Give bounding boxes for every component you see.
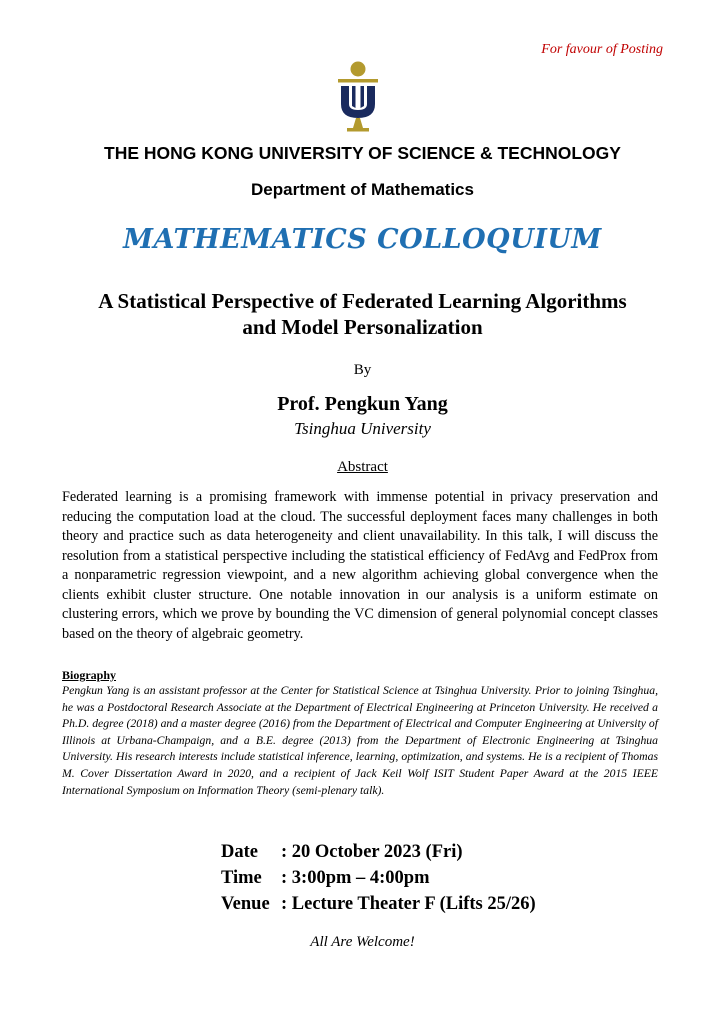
time-value: : 3:00pm – 4:00pm bbox=[281, 868, 430, 888]
date-label: Date bbox=[221, 842, 258, 862]
time-label: Time bbox=[221, 868, 262, 888]
date-row bbox=[221, 842, 536, 868]
venue-label: Venue bbox=[221, 894, 270, 914]
date-value: : 20 October 2023 (Fri) bbox=[281, 842, 463, 862]
abstract-heading: Abstract bbox=[337, 459, 388, 475]
by-label: By bbox=[353, 362, 372, 378]
posting-note: For favour of Posting bbox=[541, 42, 663, 57]
venue-row bbox=[221, 894, 536, 920]
biography-heading: Biography bbox=[62, 668, 117, 682]
venue-value: : Lecture Theater F (Lifts 25/26) bbox=[281, 894, 536, 914]
department-name: Department of Mathematics bbox=[251, 180, 474, 199]
talk-title-line-1: A Statistical Perspective of Federated Learning Algorithms bbox=[98, 289, 627, 313]
time-row bbox=[221, 868, 536, 894]
welcome-note: All Are Welcome! bbox=[310, 934, 415, 950]
speaker-affiliation: Tsinghua University bbox=[294, 419, 431, 438]
speaker-name: Prof. Pengkun Yang bbox=[277, 393, 448, 415]
talk-title bbox=[40, 288, 685, 340]
university-name: THE HONG KONG UNIVERSITY OF SCIENCE & TECHNOLOGY bbox=[104, 143, 621, 163]
talk-title-line-2: and Model Personalization bbox=[242, 315, 483, 339]
colloquium-heading: MATHEMATICS COLLOQUIUM bbox=[123, 224, 602, 255]
abstract-text: Federated learning is a promising framework with immense potential in privacy preservation and reducing the computation load at the cloud. The successful deployment faces many challenges in both theory and practice such as data heterogeneity and client unavailability. In this talk, I will discuss the resolution from a statistical perspective including the statistical efficiency of FedAvg and FedProx from a nonparametric regression viewpoint, and a new algorithm achieving global convergence when the clients exhibit cluster structure. One notable innovation in our analysis is a uniform estimate on clustering errors, which we prove by bounding the VC dimension of general polynomial concept classes based on the theory of algebraic geometry. bbox=[62, 489, 658, 642]
biography-text: Pengkun Yang is an assistant professor at the Center for Statistical Science at Tsinghua University. Prior to joining Tsinghua, he was a Postdoctoral Research Associate at the Department of Electrical Engineering at Princeton University. He received a Ph.D. degree (2018) and a master degree (2016) from the Department of Electrical and Computer Engineering at University of Illinois at Urbana-Champaign, and a B.E. degree (2013) from the Department of Electronic Engineering at Tsinghua University. His research interests include statistical inference, learning, optimization, and systems. He is a recipient of Thomas M. Cover Dissertation Award in 2020, and a recipient of Jack Keil Wolf ISIT Student Paper Award at the 2015 IEEE International Symposium on Information Theory (semi-plenary talk). bbox=[62, 684, 658, 797]
event-details bbox=[221, 842, 536, 920]
hkust-logo-icon bbox=[333, 60, 383, 135]
